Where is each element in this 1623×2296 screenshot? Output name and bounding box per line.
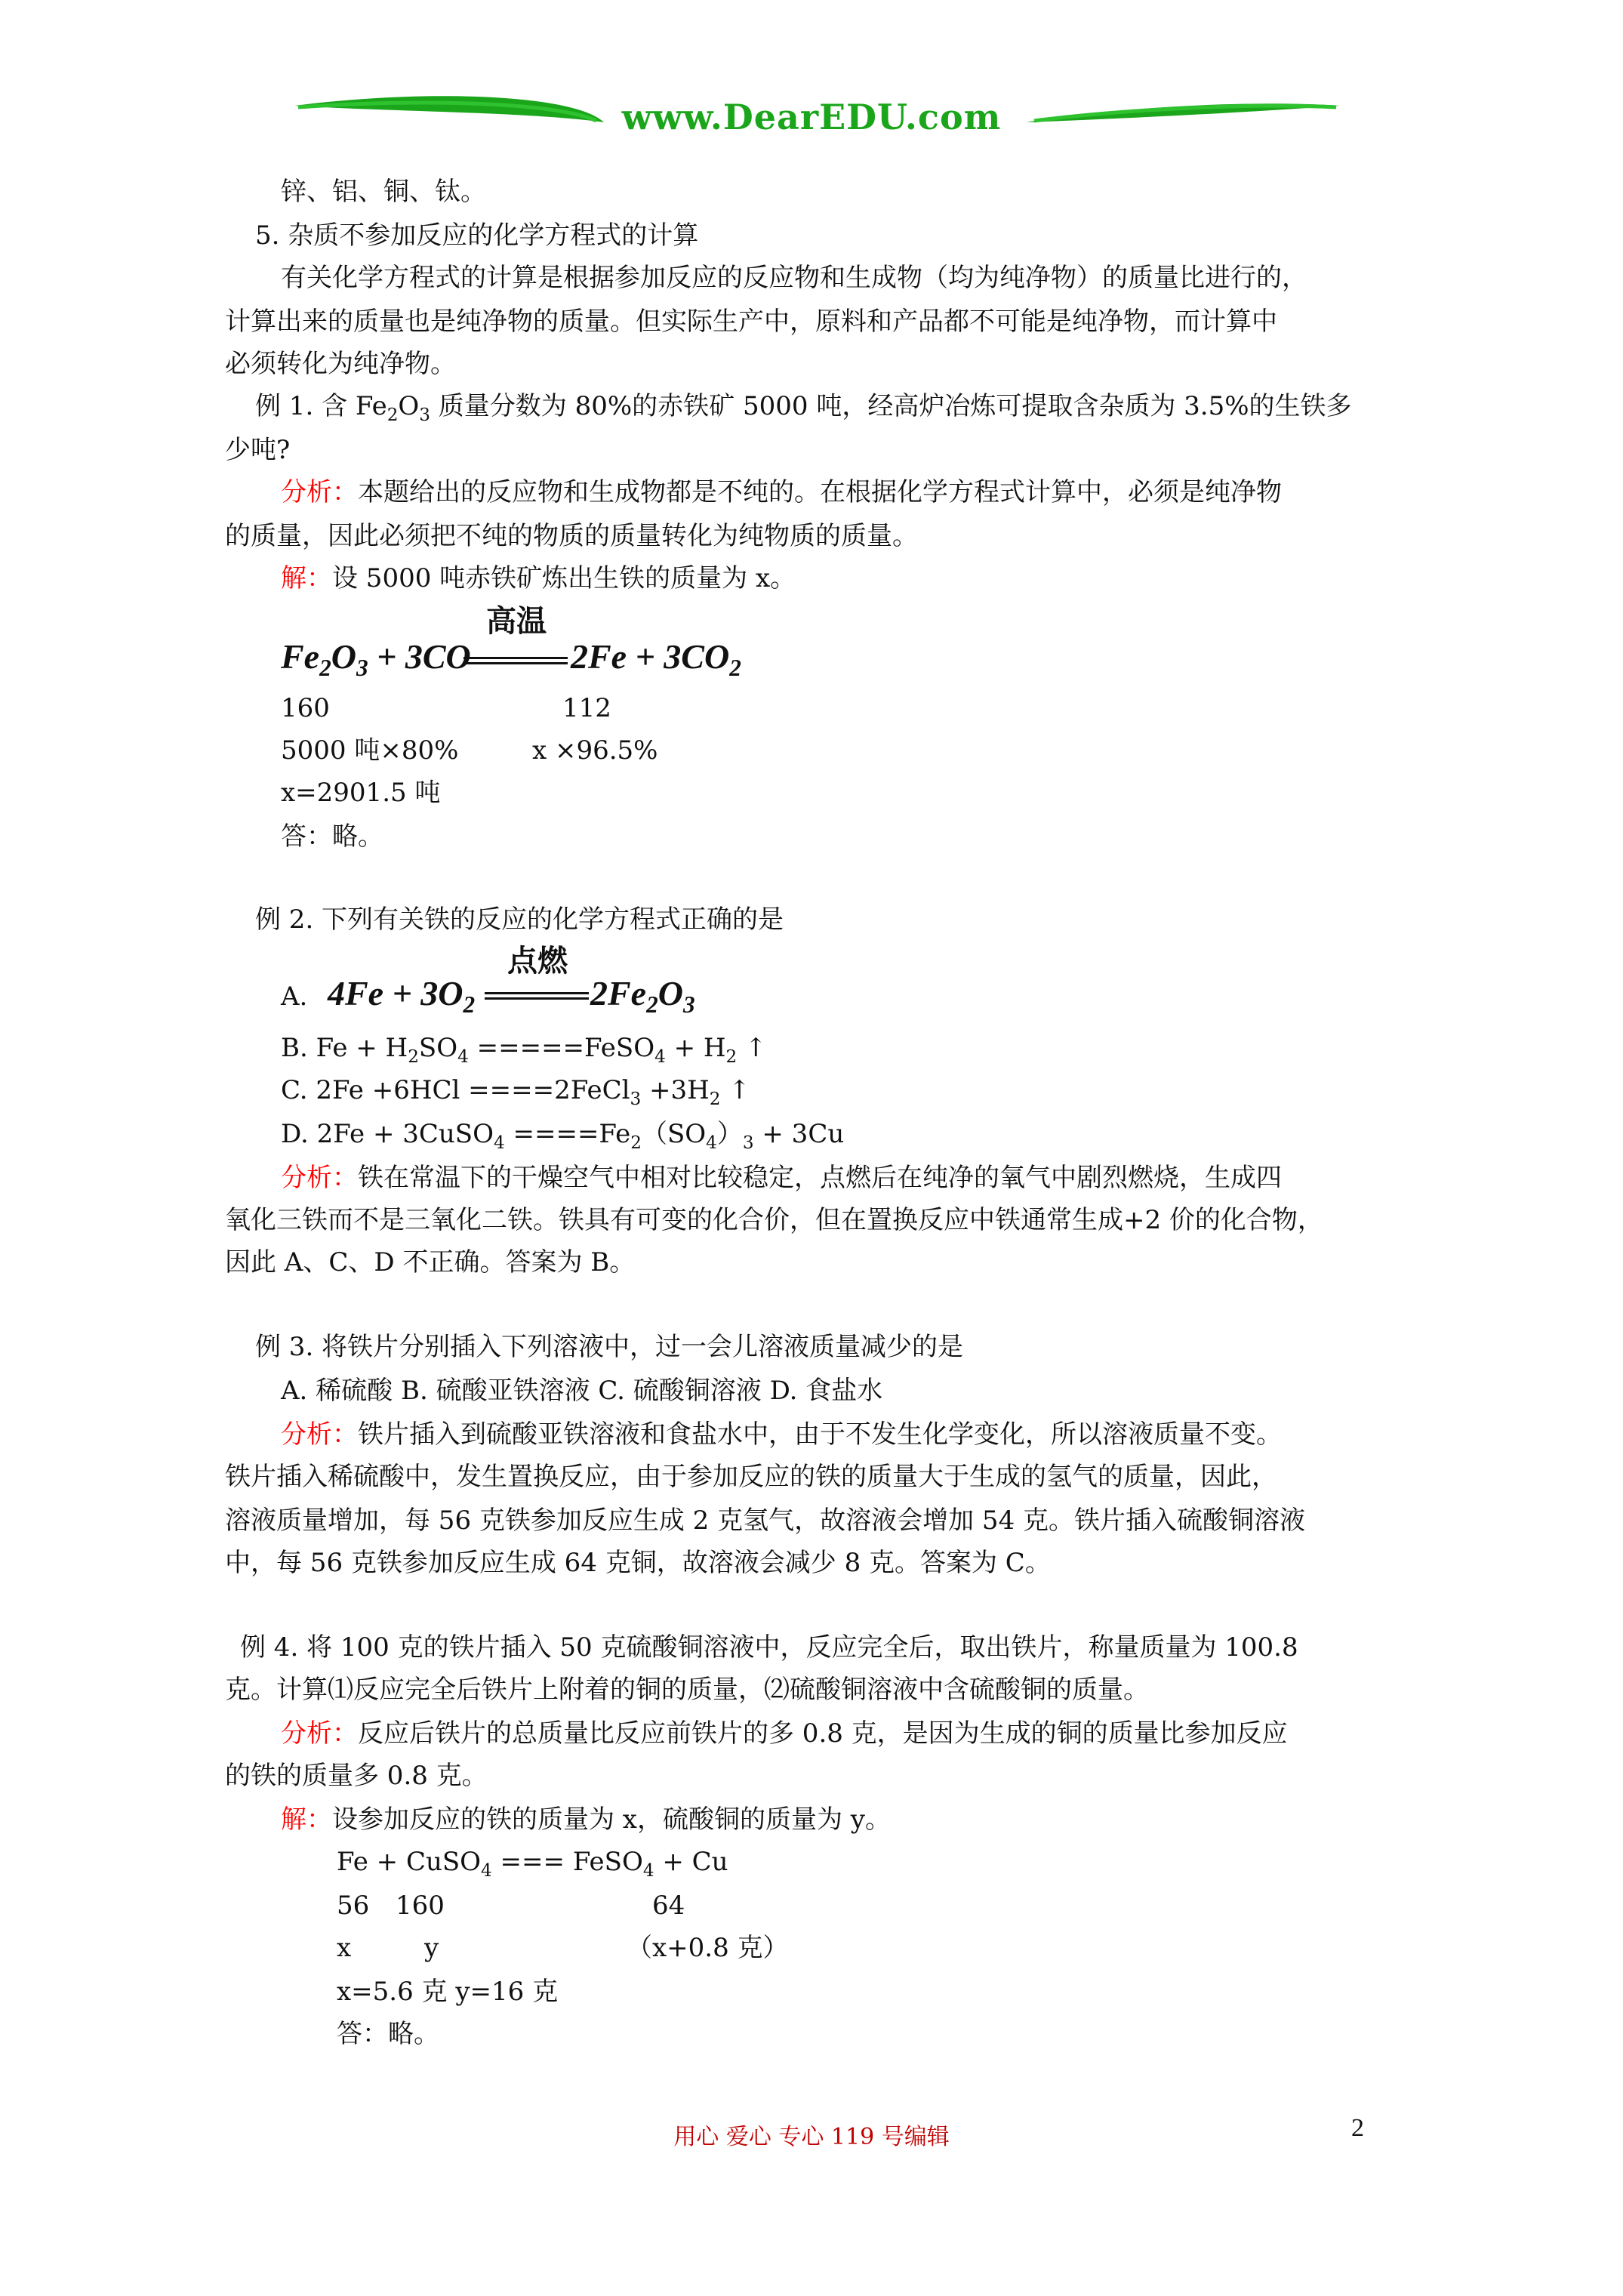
calc-value: 5000 吨×80%	[281, 735, 459, 766]
equals-sign	[463, 657, 568, 664]
logo-text: www.DearEDU.com	[621, 97, 1002, 137]
text-line: 有关化学方程式的计算是根据参加反应的反应物和生成物（均为纯净物）的质量比进行的，	[281, 263, 1307, 293]
calc-value: 56	[337, 1891, 370, 1921]
text-line: 溶液质量增加，每 56 克铁参加反应生成 2 克氢气，故溶液会增加 54 克。铁片插入硫酸铜溶液	[225, 1505, 1306, 1536]
calc-value: x	[337, 1933, 352, 1963]
reaction-condition: 高温	[486, 604, 547, 639]
text-line: 少吨?	[225, 435, 291, 465]
calc-value: y	[424, 1933, 439, 1963]
text-line: 的质量，因此必须把不纯的物质的质量转化为纯物质的质量。	[225, 521, 918, 551]
example-1-analysis: 分析：本题给出的反应物和生成物都是不纯的。在根据化学方程式计算中，必须是纯净物	[281, 477, 1282, 507]
equation-1: $Fe_2O_3 + 3CO$ 高温 $2Fe + 3CO_2$	[281, 604, 741, 682]
solution-label: 解：	[281, 563, 332, 593]
equals-sign	[485, 992, 589, 1000]
analysis-label: 分析：	[281, 477, 358, 507]
analysis-label: 分析：	[281, 1419, 358, 1450]
example-3-options: A. 稀硫酸 B. 硫酸亚铁溶液 C. 硫酸铜溶液 D. 食盐水	[281, 1376, 883, 1406]
analysis-label: 分析：	[281, 1163, 358, 1193]
text-line: 的铁的质量多 0.8 克。	[225, 1761, 488, 1791]
example-3-analysis: 分析：铁片插入到硫酸亚铁溶液和食盐水中，由于不发生化学变化，所以溶液质量不变。	[281, 1419, 1282, 1450]
calc-result: x=2901.5 吨	[281, 778, 441, 808]
solution-label: 解：	[281, 1804, 332, 1835]
option-c: C. 2Fe +6HCl ====2FeCl$_3$ $+3H_2$ ↑	[281, 1075, 750, 1109]
text-line: 中，每 56 克铁参加反应生成 64 克铜，故溶液会减少 8 克。答案为 C。	[225, 1548, 1051, 1578]
text-line: 计算出来的质量也是纯净物的质量。但实际生产中，原料和产品都不可能是纯净物，而计算中	[225, 307, 1277, 337]
example-2-analysis: 分析：铁在常温下的干燥空气中相对比较稳定，点燃后在纯净的氧气中剧烈燃烧，生成四	[281, 1163, 1282, 1193]
text-line: 因此 A、C、D 不正确。答案为 B。	[225, 1247, 636, 1277]
text-line: 必须转化为纯净物。	[225, 349, 456, 379]
page-number: 2	[1351, 2114, 1364, 2142]
example-4-equation: Fe + CuSO$_4$ === FeSO$_4$ + Cu	[337, 1847, 728, 1881]
example-1-question: 例 1. 含 $Fe_2O_3$ 质量分数为 80%的赤铁矿 5000 吨，经高炉冶炼可提取含杂质为 3.5%的生铁多	[255, 391, 1352, 425]
calc-value: 160	[281, 693, 330, 723]
calc-value: （x+0.8 克）	[627, 1933, 789, 1963]
example-3-question: 例 3. 将铁片分别插入下列溶液中，过一会儿溶液质量减少的是	[255, 1332, 964, 1362]
text-line: 氧化三铁而不是三氧化二铁。铁具有可变的化合价，但在置换反应中铁通常生成+2 价的化合物，	[225, 1205, 1323, 1235]
example-2-question: 例 2. 下列有关铁的反应的化学方程式正确的是	[255, 905, 784, 935]
option-a-equation: A. $4Fe + 3O_2$ 点燃 $2Fe_2O_3$	[281, 944, 695, 1019]
header-banner	[0, 0, 1623, 151]
example-4-solution: 解：设参加反应的铁的质量为 x，硫酸铜的质量为 y。	[281, 1804, 891, 1835]
text-line: 克。计算⑴反应完全后铁片上附着的铜的质量，⑵硫酸铜溶液中含硫酸铜的质量。	[225, 1675, 1149, 1705]
reaction-condition: 点燃	[507, 944, 568, 978]
text-line: 锌、铝、铜、钛。	[281, 177, 486, 207]
calc-value: 64	[652, 1891, 685, 1921]
analysis-label: 分析：	[281, 1718, 358, 1749]
option-b: B. $Fe + H_2SO_4$ =====FeSO$_4$ + $H_2$ ↑	[281, 1033, 767, 1067]
footer-text: 用心 爱心 专心 119 号编辑	[673, 2124, 950, 2150]
example-4-question: 例 4. 将 100 克的铁片插入 50 克硫酸铜溶液中，反应完全后，取出铁片，称量质量为 100.8	[240, 1632, 1298, 1663]
example-1-solution: 解：设 5000 吨赤铁矿炼出生铁的质量为 x。	[281, 563, 796, 593]
text-line: 铁片插入稀硫酸中，发生置换反应，由于参加反应的铁的质量大于生成的氢气的质量，因此，	[225, 1462, 1277, 1492]
example-4-analysis: 分析：反应后铁片的总质量比反应前铁片的多 0.8 克，是因为生成的铜的质量比参加反应	[281, 1718, 1288, 1749]
calc-value: 160	[396, 1891, 445, 1921]
answer: 答：略。	[281, 821, 383, 852]
calc-value: 112	[562, 693, 611, 723]
calc-result: x=5.6 克 y=16 克	[337, 1977, 559, 2007]
option-d: D. 2Fe + 3CuSO$_4$ $====Fe_2(SO_4)_3 + 3Cu$	[281, 1119, 845, 1153]
answer: 答：略。	[337, 2019, 439, 2049]
calc-value: x ×96.5%	[532, 735, 658, 766]
section-heading: 5. 杂质不参加反应的化学方程式的计算	[255, 220, 699, 251]
